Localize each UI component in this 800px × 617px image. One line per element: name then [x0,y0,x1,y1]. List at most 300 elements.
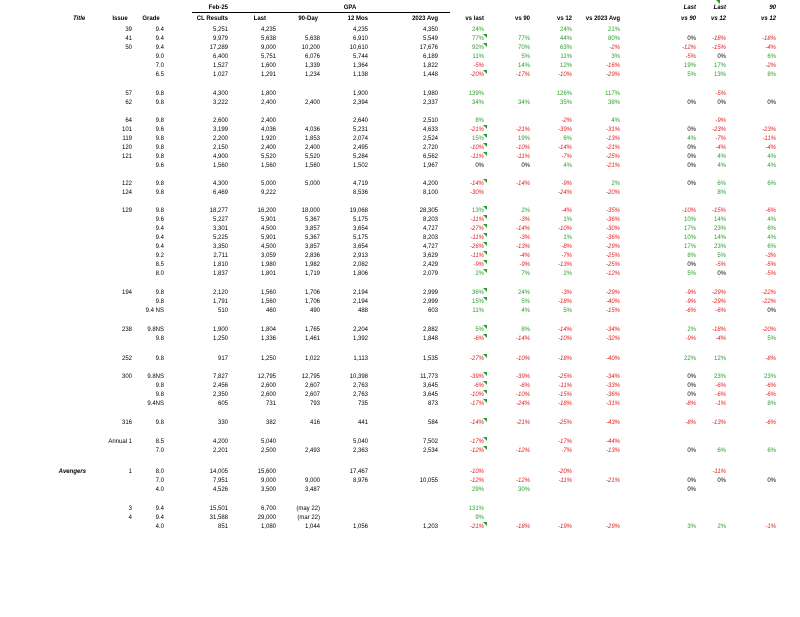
cell-avg: 1,848 [422,336,438,342]
cell-x3: 0% [767,478,776,484]
cell-d90: 1,461 [304,336,320,342]
cell-last: 9,222 [260,190,276,196]
header-12-mos: 12 Mos [347,16,368,22]
cell-grade: 9.8 [155,383,164,389]
cell-cl: 2,456 [212,383,228,389]
cell-va: -35% [605,208,620,214]
cell-last: 4,500 [260,244,276,250]
cell-v90: 77% [517,36,530,42]
comment-flag [483,288,487,292]
cell-vl: 139% [468,91,484,97]
comment-flag [483,334,487,338]
cell-x1: 0% [687,36,696,42]
cell-d90: 10,200 [301,45,320,51]
comment-flag [483,399,487,403]
cell-d90: 1,765 [304,327,320,333]
cell-avg: 4,727 [422,226,438,232]
cell-issue: 316 [121,420,132,426]
cell-avg: 4,633 [422,127,438,133]
cell-m12: 17,467 [349,469,368,475]
cell-va: -31% [605,401,620,407]
cell-m12: 10,610 [349,45,368,51]
cell-x2: -15% [711,208,726,214]
cell-cl: 17,289 [209,45,228,51]
cell-cl: 6,400 [212,54,228,60]
cell-v90: -14% [515,181,530,187]
cell-va: 4% [611,118,620,124]
cell-x3: 4% [767,235,776,241]
cell-x1: 10% [683,217,696,223]
cell-x1: 17% [683,226,696,232]
cell-v12: -14% [557,327,572,333]
cell-x3: 6% [767,181,776,187]
cell-d90: (may 22) [296,506,320,512]
cell-grade: 9.8 [155,118,164,124]
cell-last: 4,235 [260,27,276,33]
cell-m12: 1,138 [352,72,368,78]
cell-m12: 2,495 [352,145,368,151]
cell-va: -20% [605,190,620,196]
cell-v12: -10% [557,226,572,232]
cell-grade: 8.5 [155,439,164,445]
cell-grade: 8.0 [155,469,164,475]
cell-x1: 0% [687,478,696,484]
cell-cl: 510 [217,308,228,314]
cell-va: -36% [605,235,620,241]
cell-issue: 121 [121,154,132,160]
cell-cl: 5,251 [212,27,228,33]
cell-last: 9,000 [260,45,276,51]
cell-m12: 5,284 [352,154,368,160]
cell-vl: 2% [475,271,484,277]
cell-v12: 63% [559,45,572,51]
cell-x2: 5% [717,253,726,259]
header-r1a: Last [683,5,696,11]
cell-v12: -10% [557,336,572,342]
cell-cl: 2,711 [213,253,228,259]
cell-d90: 5,367 [304,235,320,241]
cell-x3: -23% [761,127,776,133]
cell-last: 1,980 [260,262,276,268]
cell-x2: 4% [717,163,726,169]
cell-x1: 5% [687,271,696,277]
cell-d90: 4,036 [304,127,320,133]
cell-x3: -5% [765,262,776,268]
cell-cl: 851 [217,524,228,530]
cell-d90: 2,836 [304,253,320,259]
cell-avg: 4,350 [422,27,438,33]
cell-va: -29% [605,244,620,250]
cell-v12: -18% [557,299,572,305]
cell-last: 731 [265,401,276,407]
cell-v12: 4% [563,163,572,169]
cell-m12: 2,913 [352,253,368,259]
cell-vl: -9% [473,262,484,268]
cell-d90: 5,367 [304,217,320,223]
cell-last: 4,036 [260,127,276,133]
cell-x3: -22% [761,299,776,305]
cell-x2: 6% [717,181,726,187]
cell-vl: -10% [469,469,484,475]
cell-last: 1,801 [260,271,276,277]
cell-avg: 10,055 [419,478,438,484]
cell-v12: 2% [563,271,572,277]
cell-x3: 5% [767,336,776,342]
cell-vl: -21% [469,524,484,530]
cell-v90: -14% [515,336,530,342]
cell-last: 1,800 [260,91,276,97]
cell-issue: 41 [125,36,132,42]
cell-x3: -6% [765,420,776,426]
cell-avg: 1,203 [422,524,438,530]
cell-m12: 488 [357,308,368,314]
cell-grade: 9.4 [155,45,164,51]
cell-x3: -3% [765,253,776,259]
cell-v12: -10% [557,72,572,78]
cell-v90: 24% [517,290,530,296]
cell-last: 12,795 [257,374,276,380]
cell-v90: -9% [519,262,530,268]
cell-grade: 4.0 [155,487,164,493]
header-vs-12: vs 12 [556,16,572,22]
cell-m12: 10,398 [349,374,368,380]
header-r3b: vs 12 [760,16,776,22]
cell-avg: 6,562 [422,154,438,160]
cell-v90: -12% [515,478,530,484]
cell-v90: -6% [519,383,530,389]
cell-vl: -12% [469,448,484,454]
cell-v12: -39% [557,127,572,133]
group-header-gpa: GPA [343,5,357,11]
header-r3a: 90 [769,5,776,11]
cell-vl: -14% [469,181,484,187]
cell-last: 2,600 [260,383,276,389]
cell-avg: 2,999 [422,299,438,305]
cell-x3: 23% [763,374,776,380]
cell-v90: -10% [515,145,530,151]
cell-x3: -6% [765,383,776,389]
cell-v90: -10% [515,392,530,398]
comment-flag [483,134,487,138]
cell-vl: -11% [470,217,484,223]
cell-d90: 5,638 [304,36,320,42]
cell-x1: -9% [685,336,696,342]
cell-va: 3% [611,54,620,60]
cell-vl: 29% [471,487,484,493]
cell-cl: 2,150 [212,145,228,151]
cell-last: 15,600 [257,469,276,475]
cell-x3: -2% [765,63,776,69]
cell-cl: 7,951 [212,478,228,484]
cell-m12: 5,040 [352,439,368,445]
cell-grade: 9.8 [155,136,164,142]
cell-x1: 0% [687,100,696,106]
cell-issue: 122 [121,181,132,187]
cell-v12: 44% [559,36,572,42]
cell-v12: 1% [563,235,572,241]
cell-x3: -20% [761,327,776,333]
cell-issue: 124 [121,190,132,196]
header-grade: Grade [142,16,160,22]
cell-avg: 2,882 [422,327,438,333]
cell-issue: 39 [125,27,132,33]
cell-v12: 35% [559,100,572,106]
cell-m12: 5,175 [352,217,368,223]
comment-flag [483,354,487,358]
cell-x1: 17% [683,244,696,250]
cell-d90: 2,607 [304,383,320,389]
cell-v90: -18% [515,524,530,530]
cell-va: -16% [605,63,620,69]
cell-cl: 1,791 [212,299,228,305]
cell-x1: 22% [683,356,696,362]
cell-x1: 0% [687,392,696,398]
cell-vl: 15% [471,299,484,305]
cell-x2: 13% [713,72,726,78]
cell-x3: -18% [761,36,776,42]
cell-issue: 129 [121,208,132,214]
cell-x2: 23% [713,374,726,380]
comment-flag [483,522,487,526]
cell-d90: 1,853 [304,136,320,142]
cell-vl: 36% [471,290,484,296]
cell-last: 29,000 [257,515,276,521]
cell-avg: 11,773 [420,374,438,380]
cell-d90: 416 [309,420,320,426]
cell-va: -25% [605,262,620,268]
cell-v12: -20% [557,469,572,475]
cell-issue: 3 [128,506,132,512]
cell-m12: 5,175 [352,235,368,241]
cell-x2: -29% [711,299,726,305]
cell-grade: 9.2 [155,253,164,259]
cell-m12: 2,640 [352,118,368,124]
cell-v12: -18% [557,401,572,407]
cell-vl: -11% [470,235,484,241]
cell-d90: 6,076 [304,54,320,60]
cell-va: -44% [605,439,620,445]
comment-flag [483,418,487,422]
cell-v12: 24% [559,27,572,33]
header-last: Last [253,16,266,22]
cell-d90: 2,400 [304,100,320,106]
cell-last: 3,059 [260,253,276,259]
cell-cl: 1,810 [212,262,228,268]
cell-last: 1,080 [260,524,276,530]
cell-x2: -6% [715,308,726,314]
cell-x1: 0% [687,383,696,389]
cell-va: -31% [605,127,620,133]
cell-m12: 19,068 [349,208,368,214]
cell-m12: 3,654 [352,226,368,232]
cell-last: 1,560 [260,290,276,296]
cell-va: -43% [605,420,620,426]
cell-grade: 9.8 [155,100,164,106]
cell-v90: 0% [521,163,530,169]
cell-x3: -4% [765,145,776,151]
cell-v90: -12% [515,448,530,454]
comment-flag [483,70,487,74]
comment-flag [483,43,487,47]
cell-va: 2% [611,181,620,187]
comment-flag-header [716,0,720,4]
cell-x2: 23% [713,244,726,250]
cell-grade: 9.8 [155,154,164,160]
cell-va: -21% [605,163,620,169]
cell-x3: 4% [767,154,776,160]
cell-x2: -9% [715,118,726,124]
cell-m12: 6,910 [352,36,368,42]
cell-v12: -8% [561,244,572,250]
cell-x3: 6% [767,448,776,454]
header-r2a: Last [713,5,726,11]
cell-va: -29% [605,290,620,296]
cell-vl: -30% [469,190,484,196]
cell-vl: -6% [473,336,484,342]
cell-x1: 19% [683,63,696,69]
cell-d90: 1,560 [304,163,320,169]
cell-x2: 14% [713,217,726,223]
cell-v90: -11% [516,154,530,160]
cell-x1: 2% [687,327,696,333]
cell-last: 382 [265,420,276,426]
cell-va: -13% [605,136,620,142]
cell-issue: 64 [125,118,132,124]
cell-v12: -9% [561,181,572,187]
cell-issue: 1 [128,469,132,475]
comment-flag [483,143,487,147]
cell-x1: -5% [685,54,696,60]
cell-vl: -39% [469,374,484,380]
cell-x2: -5% [715,91,726,97]
cell-last: 5,751 [260,54,276,60]
cell-issue: 50 [125,45,132,51]
cell-v12: -4% [561,208,572,214]
comment-flag [483,437,487,441]
cell-last: 1,600 [260,63,276,69]
cell-grade: 7.0 [155,478,164,484]
cell-vl: -11% [470,154,484,160]
cell-m12: 4,235 [352,27,368,33]
cell-x1: 4% [687,136,696,142]
header-vs-90: vs 90 [514,16,530,22]
cell-x1: 0% [687,448,696,454]
cell-cl: 4,300 [212,181,228,187]
cell-va: -21% [605,478,620,484]
cell-d90: 2,400 [304,145,320,151]
cell-vl: 13% [471,208,484,214]
cell-va: -36% [605,217,620,223]
cell-x3: 8% [767,72,776,78]
cell-v12: -25% [557,420,572,426]
cell-cl: 31,588 [209,515,228,521]
cell-avg: 2,720 [422,145,438,151]
cell-grade: 9.0 [155,54,164,60]
cell-d90: 18,000 [301,208,320,214]
cell-m12: 2,763 [352,383,368,389]
cell-d90: 5,000 [304,181,320,187]
cell-last: 1,560 [260,299,276,305]
cell-grade: 9.8 [155,145,164,151]
cell-vl: -17% [469,401,484,407]
cell-x1: 0% [687,374,696,380]
cell-title: Avengers [58,469,86,475]
cell-v12: -7% [561,253,572,259]
cell-v90: -21% [515,420,530,426]
cell-cl: 3,222 [212,100,228,106]
cell-d90: 1,706 [304,299,320,305]
cell-cl: 6,469 [212,190,228,196]
cell-x1: 0% [687,127,696,133]
cell-cl: 917 [217,356,228,362]
cell-x3: 6% [767,244,776,250]
comment-flag [483,251,487,255]
cell-grade: 9.8 [155,356,164,362]
group-header-feb: Feb-25 [208,5,228,11]
cell-last: 2,600 [260,392,276,398]
cell-grade: 9.4NS [147,401,164,407]
cell-vl: 77% [471,36,484,42]
header-90-day: 90-Day [298,16,318,22]
cell-vl: -27% [469,356,484,362]
cell-avg: 1,980 [422,91,438,97]
cell-d90: 1,022 [304,356,320,362]
cell-x1: -9% [685,290,696,296]
cell-x2: -29% [711,290,726,296]
cell-x2: 0% [717,54,726,60]
cell-grade: 8.5 [155,262,164,268]
cell-issue: 101 [121,127,132,133]
cell-va: -29% [605,72,620,78]
cell-grade: 9.8 [155,290,164,296]
cell-x2: -6% [715,383,726,389]
cell-cl: 2,201 [212,448,228,454]
cell-avg: 873 [427,401,438,407]
cell-avg: 5,549 [422,36,438,42]
cell-m12: 8,536 [352,190,368,196]
cell-grade: 9.8 [155,190,164,196]
cell-x1: 8% [687,253,696,259]
cell-last: 16,200 [257,208,276,214]
cell-last: 2,400 [260,145,276,151]
cell-grade: 7.0 [155,63,164,69]
cell-x2: -6% [715,392,726,398]
cell-cl: 4,526 [212,487,228,493]
cell-v12: -11% [558,478,572,484]
cell-v12: 1% [563,217,572,223]
cell-issue: 194 [121,290,132,296]
cell-avg: 8,203 [422,235,438,241]
cell-v12: -7% [561,154,572,160]
cell-x2: 6% [717,448,726,454]
cell-vl: -17% [469,439,484,445]
cell-va: -21% [605,145,620,151]
comment-flag [483,34,487,38]
cell-v12: -18% [557,356,572,362]
cell-avg: 7,502 [422,439,438,445]
cell-cl: 3,350 [212,244,228,250]
cell-v12: -7% [561,448,572,454]
cell-issue: 4 [128,515,132,521]
cell-vl: -10% [469,145,484,151]
cell-va: -29% [605,524,620,530]
cell-last: 460 [265,308,276,314]
cell-d90: 5,520 [304,154,320,160]
cell-vl: 34% [471,100,484,106]
cell-vl: -20% [469,72,484,78]
cell-vl: 11% [472,308,484,314]
comment-flag [483,215,487,219]
